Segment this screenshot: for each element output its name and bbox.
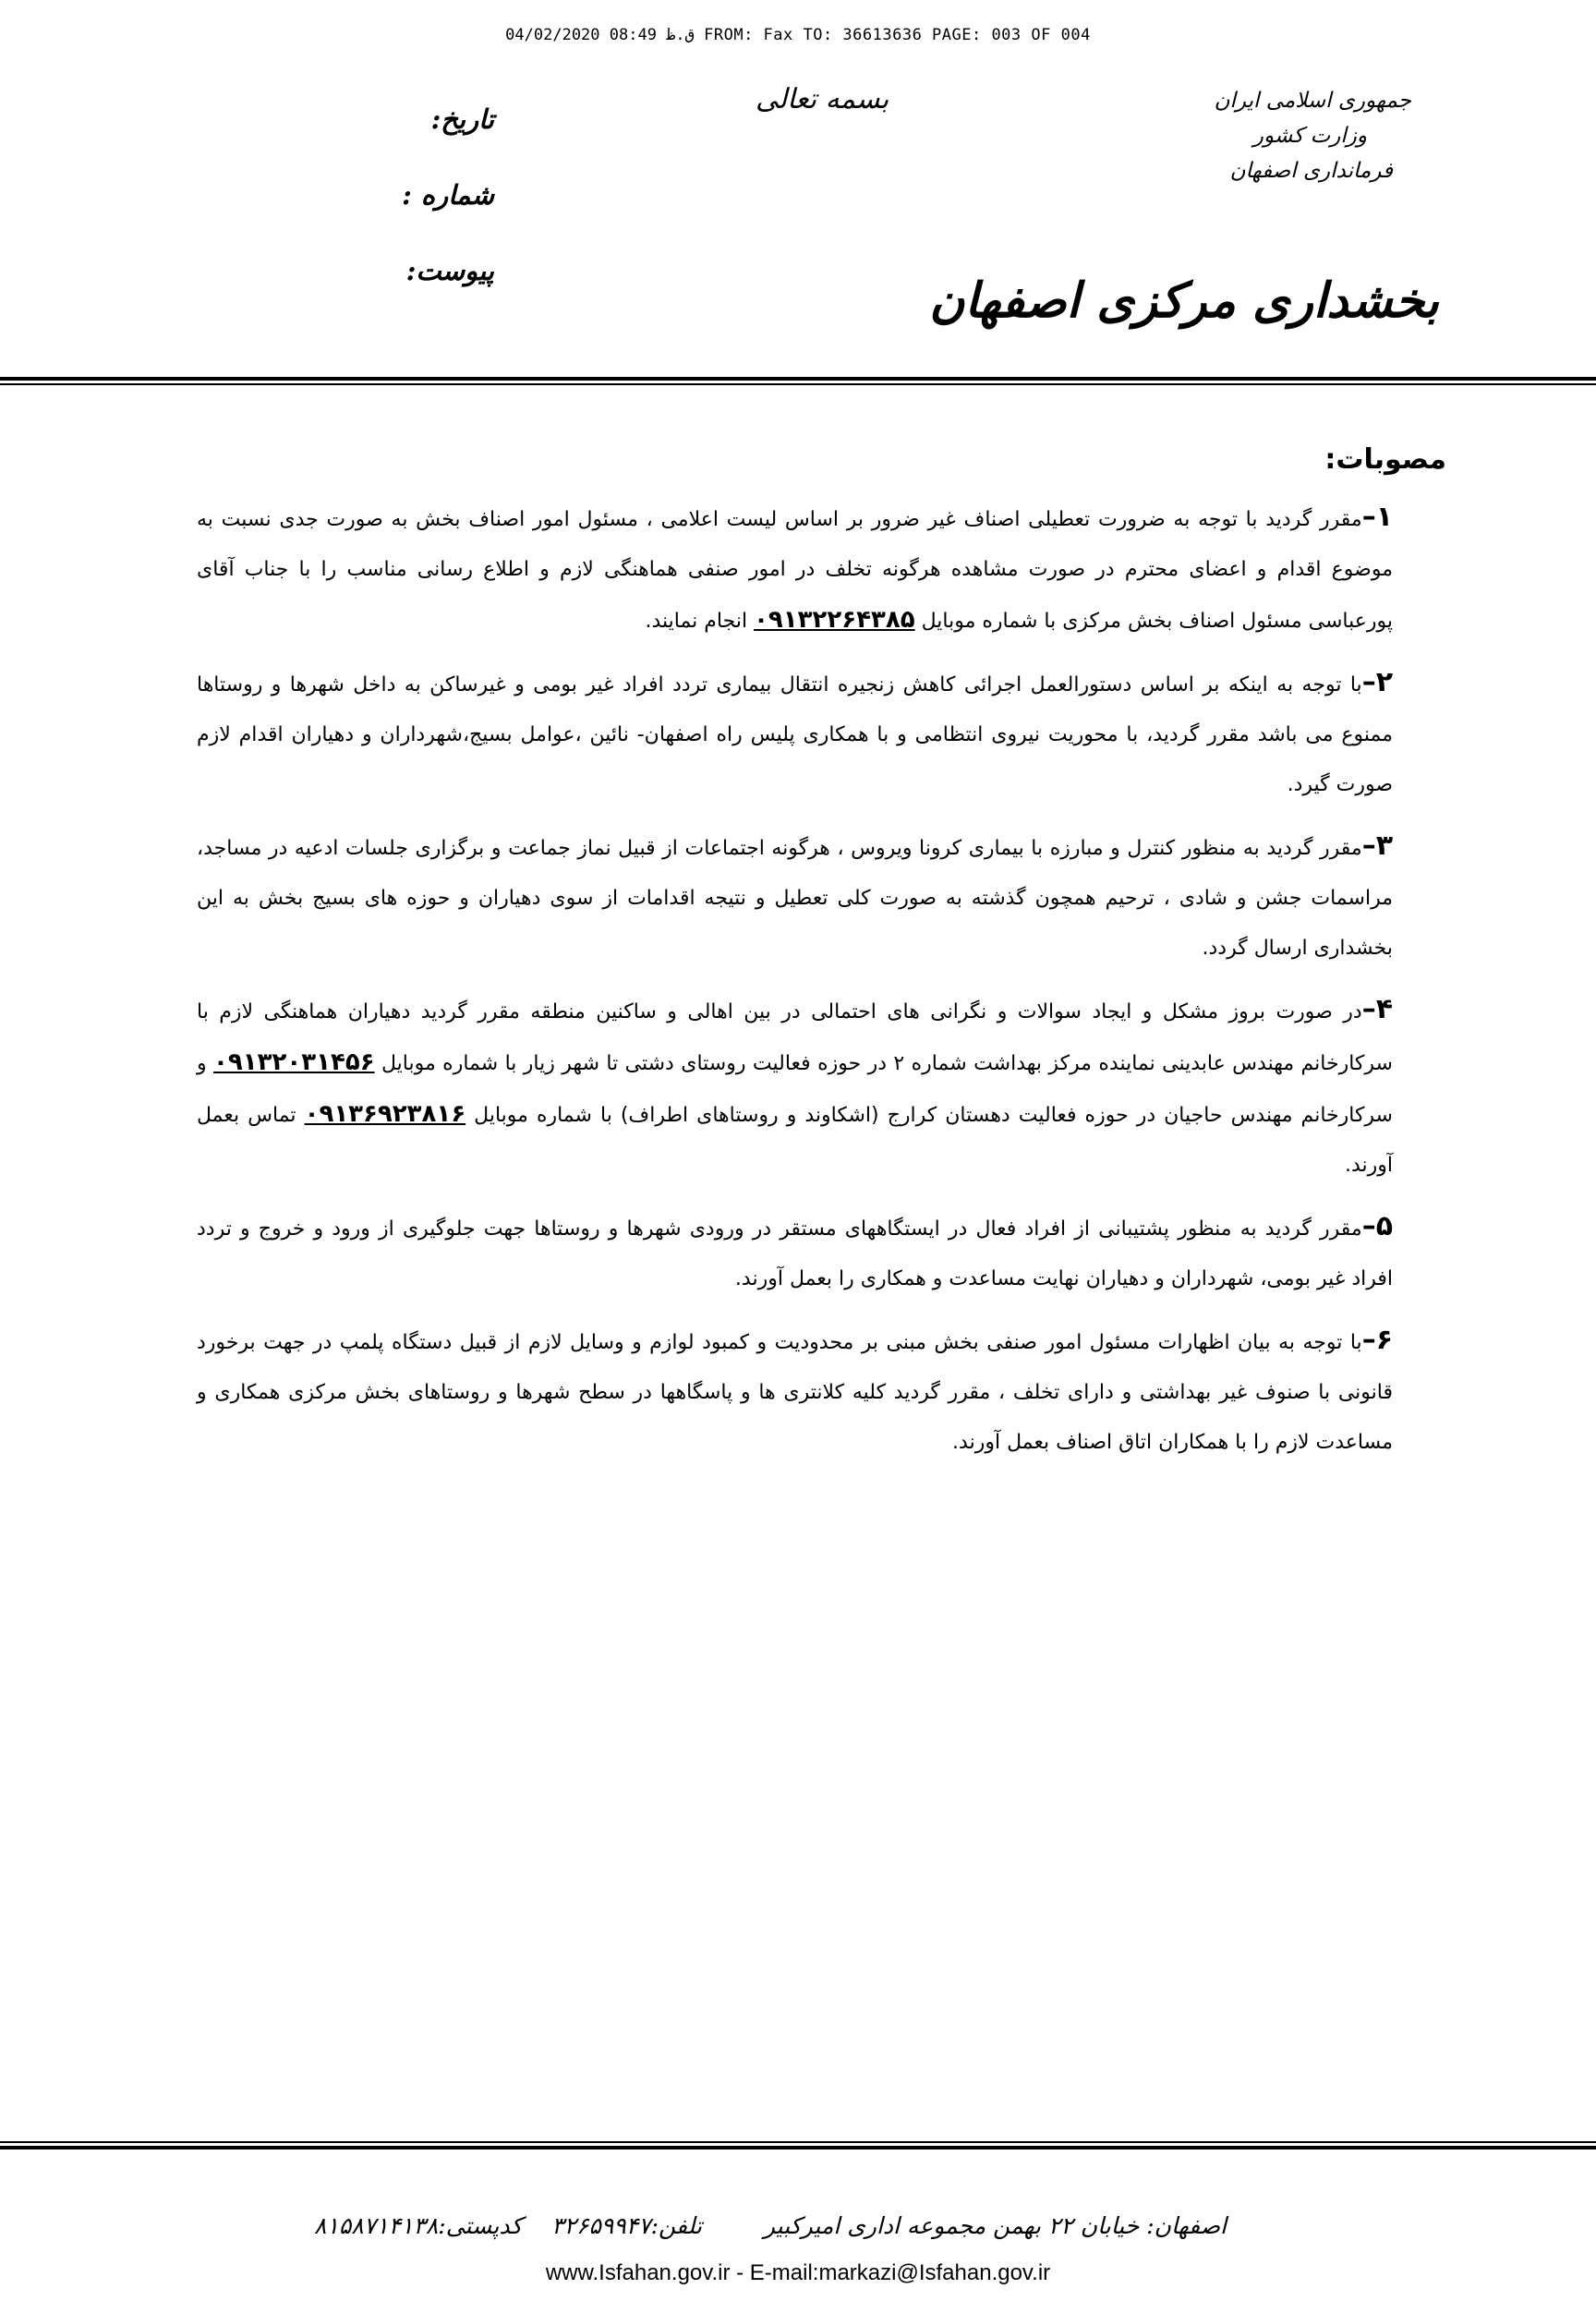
reference-block [365, 103, 494, 331]
item-tail: انجام نمایند. [645, 610, 748, 633]
item-text: مقرر گردید به منظور کنترل و مبارزه با بیماری کرونا ویروس ، هرگونه اجتماعات از قبیل نماز جماعت و برگزاری جلسات ادعیه در مساجد، مراسمات جشن و شادی ، ترحیم همچون گذشته به صورت کلی تعطیل و نتیجه اقدامات از سوی دهیاران و حوزه های بسیج بخش به این بخشداری ارسال گردد. [197, 837, 1393, 960]
governorate-line: فرمانداری اصفهان [1229, 159, 1393, 183]
item-text: مقرر گردید به منظور پشتیبانی از افراد فعال در ایستگاههای مستقر در ورودی شهرها و روستاها جهت جلوگیری از ورود و خروج و تردد افراد غیر بومی، شهرداران و دهیاران نهایت مساعدت و همکاری را بعمل آورند. [197, 1217, 1393, 1290]
footer-postal: ۸۱۵۸۷۱۴۱۳۸ [314, 2212, 439, 2239]
resolution-item-2 [197, 658, 1393, 810]
fax-header: 04/02/2020 ق.ظ 08:49 FROM: Fax TO: 36613636 PAGE: 003 OF 004 [505, 26, 1091, 44]
phone-number: ۰۹۱۳۲۲۶۴۳۸۵ [754, 606, 915, 634]
bottom-rule-thin [0, 2141, 1596, 2143]
footer-contact [314, 2212, 702, 2239]
footer-web: www.Isfahan.gov.ir - E-mail:markazi@Isfahan.gov.ir [545, 2260, 1051, 2285]
resolutions-body [197, 443, 1446, 1479]
top-rule-thick [0, 377, 1596, 381]
postal-label: کدپستی: [438, 2212, 523, 2239]
footer [0, 2212, 1596, 2301]
item-number: ۲– [1361, 666, 1393, 698]
item-text: با توجه به اینکه بر اساس دستورالعمل اجرائی کاهش زنجیره انتقال بیماری تردد افراد غیر بومی و غیرساکن به داخل شهرها و روستاها ممنوع می باشد مقرر گردید، با محوریت نیروی انتظامی و با همکاری پلیس راه اصفهان- نائین ،عوامل بسیج،شهرداران و دهیاران اقدام لازم صورت گیرد. [197, 673, 1393, 796]
top-rule-thin [0, 383, 1596, 385]
attachment-label: پیوست: [405, 255, 494, 286]
item-number: ۳– [1361, 830, 1393, 862]
item-number: ۵– [1361, 1210, 1393, 1242]
item-text: در صورت بروز مشکل و ایجاد سوالات و نگرانی های احتمالی در بین اهالی و ساکنین منطقه مقرر گردید دهیاران هماهنگی لازم با سرکارخانم مهندس عابدینی نماینده مرکز بهداشت شماره ۲ در حوزه فعالیت روستای دشتی تا شهر زیار با شماره موبایل [197, 1000, 1393, 1075]
item-number: ۴– [1361, 993, 1393, 1025]
bottom-rule-thick [0, 2146, 1596, 2150]
letterhead [0, 83, 1596, 379]
country-line: جمهوری اسلامی ایران [1214, 89, 1411, 113]
phone-label: تلفن: [650, 2212, 702, 2239]
item-number: ۶– [1361, 1324, 1393, 1356]
resolution-item-4 [197, 985, 1393, 1191]
issuer-block [1215, 83, 1411, 188]
number-label: شماره : [402, 179, 494, 211]
resolutions-heading: مصوبات: [1324, 443, 1446, 476]
phone-number-2: ۰۹۱۳۶۹۲۳۸۱۶ [304, 1100, 466, 1128]
resolution-item-6 [197, 1315, 1393, 1468]
item-number: ۱– [1361, 501, 1393, 533]
phone-number: ۰۹۱۳۲۰۳۱۴۵۶ [213, 1048, 375, 1076]
item-text: مقرر گردید با توجه به ضرورت تعطیلی اصناف غیر ضرور بر اساس لیست اعلامی ، مسئول امور اصناف بخش به صورت جدی نسبت به موضوع اقدام و اعضای محترم در صورت مشاهده هرگونه تخلف در امور صنفی هماهنگی لازم و اطلاع رسانی مناسب را با جناب آقای پورعباسی مسئول اصناف بخش مرکزی با شماره موبایل [197, 508, 1393, 633]
ministry-line: وزارت کشور [1252, 124, 1367, 148]
item-mid: و سرکارخانم مهندس حاجیان در حوزه فعالیت دهستان کرارج (اشکاوند و روستاهای اطراف) با شماره موبایل [197, 1052, 1393, 1127]
resolution-item-5 [197, 1202, 1393, 1304]
resolution-item-3 [197, 821, 1393, 974]
item-text: با توجه به بیان اظهارات مسئول امور صنفی بخش مبنی بر محدودیت و کمبود لوازم و وسایل لازم از قبیل دستگاه پلمپ در جهت برخورد قانونی با صنوف غیر بهداشتی و دارای تخلف ، مقرر گردید کلیه کلانتری ها و پاسگاهها در سطح شهرها و روستاهای بخش مرکزی همکاری و مساعدت لازم را با همکاران اتاق اصناف بعمل آورند. [197, 1331, 1393, 1454]
footer-address: اصفهان: خیابان ۲۲ بهمن مجموعه اداری امیرکبیر [763, 2212, 1227, 2239]
footer-phone: ۳۲۶۵۹۹۴۷ [551, 2212, 651, 2239]
office-name: بخشداری مرکزی اصفهان [929, 272, 1439, 329]
invocation: بسمه تعالی [756, 83, 889, 115]
date-label: تاریخ: [430, 103, 494, 135]
item-tail: تماس بعمل آورند. [197, 1104, 1393, 1177]
resolution-item-1 [197, 492, 1393, 647]
